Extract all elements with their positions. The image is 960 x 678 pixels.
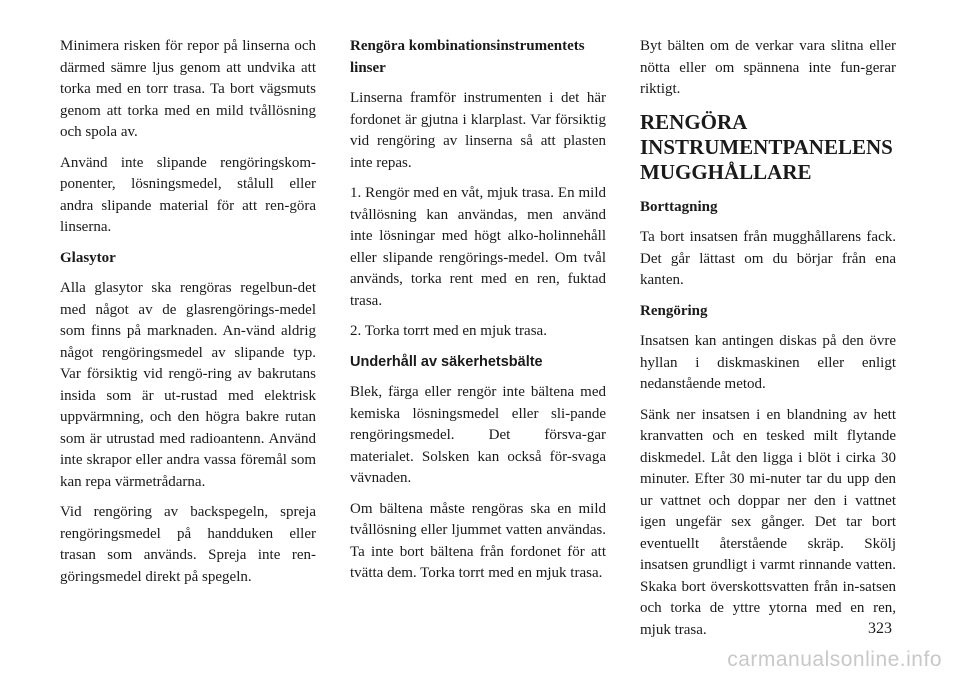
chapter-heading-mugghallare: RENGÖRA INSTRUMENTPANELENS MUGGHÅLLARE (640, 109, 893, 184)
paragraph: Linserna framför instrumenten i det här fordonet är gjutna i klarplast. Var försiktig vid rengöring av linserna så att plasten inte repas. (350, 90, 606, 171)
paragraph: Byt bälten om de verkar vara slitna eller nötta eller om spännena inte fun-gerar riktigt. (640, 38, 896, 97)
numbered-step-2: 2. Torka torrt med en mjuk trasa. (350, 323, 547, 339)
column-right (640, 36, 896, 650)
page-number: 323 (868, 620, 892, 637)
paragraph: Använd inte slipande rengöringskom-ponenter, lösningsmedel, stålull eller andra slipande material för att ren-göra linserna. (60, 154, 316, 235)
watermark: carmanualsonline.info (727, 648, 942, 671)
paragraph: Minimera risken för repor på linserna och därmed sämre ljus genom att undvika att torka med en torr trasa. Ta bort vägsmuts genom att torka med en mild tvållösning och spola av. (60, 38, 316, 140)
section-heading-borttagning: Borttagning (640, 198, 718, 215)
paragraph: Vid rengöring av backspegeln, spreja rengöringsmedel på handduken eller trasan som används. Spreja inte ren-göringsmedel direkt på spegeln. (60, 504, 316, 585)
paragraph: Om bältena måste rengöras ska en mild tvållösning eller ljummet vatten användas. Ta inte bort bältena från fordonet för att tvätta dem. Torka torrt med en mjuk trasa. (350, 500, 606, 581)
column-middle (350, 36, 606, 594)
paragraph: Blek, färga eller rengör inte bältena med kemiska lösningsmedel eller sli-pande rengöringsmedel. Det försva-gar materialet. Solsken kan också för-svaga vävnaden. (350, 384, 606, 486)
paragraph: Ta bort insatsen från mugghållarens fack. Det går lättast om du börjar från ena kanten. (640, 229, 896, 288)
section-heading-sakerhetsbalte: Underhåll av säkerhetsbälte (350, 353, 543, 370)
section-heading-glasytor: Glasytor (60, 249, 116, 266)
paragraph: Sänk ner insatsen i en blandning av hett kranvatten och en tesked milt flytande diskmedel. Låt den ligga i blöt i cirka 30 minuter. Efter 30 mi-nuter tar du upp den ur vattnet och doppar ner den i vattnet igen ungefär sex gånger. Det tar bort eventuellt återstående skräp. Skölj insatsen grundligt i varmt rinnande vatten. Skaka bort överskottsvatten från in-satsen och torka de yttre ytorna med en ren, mjuk trasa. (640, 406, 896, 638)
section-heading-rengoring: Rengöring (640, 302, 708, 319)
numbered-step-1: 1. Rengör med en våt, mjuk trasa. En mild tvållösning kan användas, men använd inte lösningar med högt alko-holinnehåll eller slipande rengörings-medel. Om tvål används, torka rent med en ren, fuktad trasa. (350, 185, 606, 309)
paragraph: Alla glasytor ska rengöras regelbun-det med något av de glasrengörings-medel som finns på marknaden. An-vänd aldrig något rengöringsmedel av slipande typ. Var försiktig vid rengö-ring av bakrutans insida som är ut-rustad med elektrisk uppvärmning, och den högra bakre rutan som är utrustad med radioantenn. Använd inte skrapor eller andra vassa föremål som kan repa värmetrådarna. (60, 280, 316, 490)
paragraph: Insatsen kan antingen diskas på den övre hyllan i diskmaskinen eller enligt nedanstående metod. (640, 333, 896, 392)
column-left (60, 36, 316, 597)
section-heading-kombinationsinstrument: Rengöra kombinationsinstrumentets linser (350, 38, 585, 76)
